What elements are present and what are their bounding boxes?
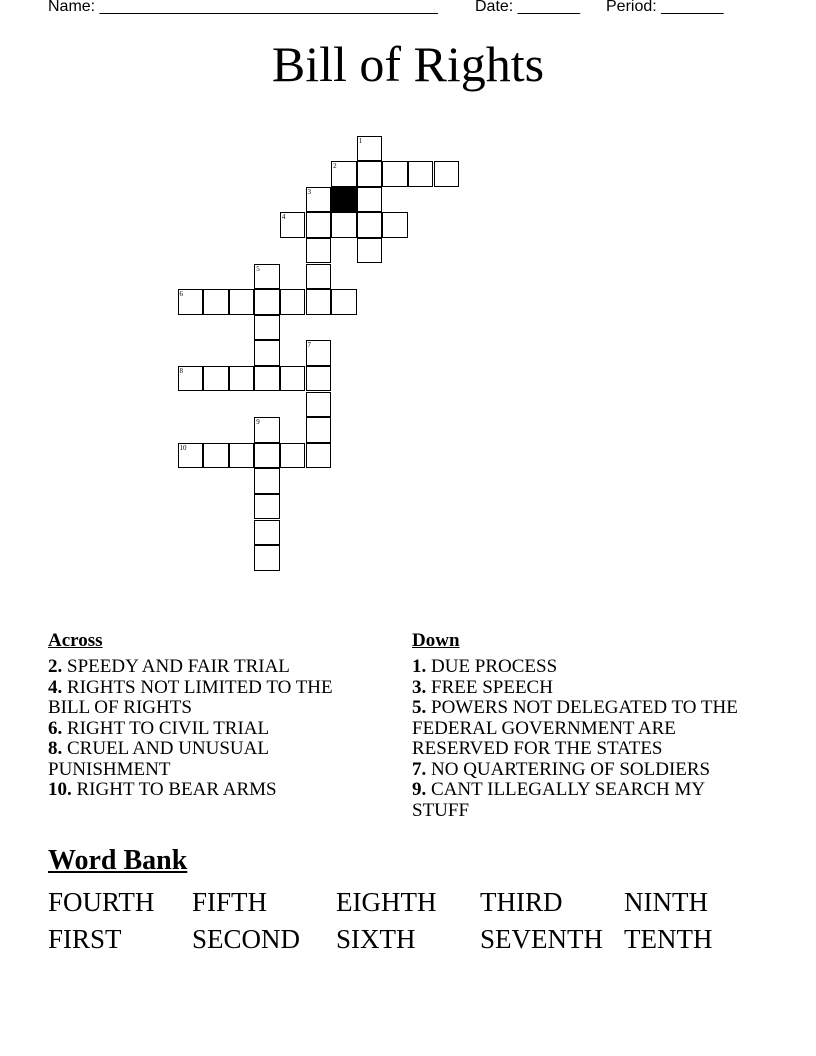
clue-number-label: 8. xyxy=(48,738,63,759)
crossword-cell[interactable] xyxy=(254,545,280,571)
clue-text: CANT ILLEGALLY SEARCH MY STUFF xyxy=(412,779,705,821)
date-blank[interactable]: _______ xyxy=(517,0,580,15)
clue-number-label: 3. xyxy=(412,676,427,698)
word-bank-item: FOURTH xyxy=(48,887,155,917)
date-label: Date: xyxy=(475,0,514,15)
clue-number: 9 xyxy=(256,418,260,427)
clue-text: POWERS NOT DELEGATED TO THE FEDERAL GOVERNMENT ARE RESERVED FOR THE STATES xyxy=(412,697,738,759)
crossword-cell[interactable] xyxy=(254,520,280,546)
crossword-cell[interactable] xyxy=(229,289,255,315)
name-label: Name: xyxy=(48,0,96,15)
crossword-cell[interactable] xyxy=(280,289,306,315)
crossword-cell[interactable] xyxy=(280,443,306,469)
crossword-cell[interactable] xyxy=(254,417,280,443)
crossword-cell[interactable] xyxy=(203,289,229,315)
word-bank-item: FIFTH xyxy=(192,887,268,917)
crossword-cell[interactable] xyxy=(306,289,332,315)
word-bank-item: TENTH xyxy=(624,924,713,954)
crossword-block xyxy=(331,187,357,213)
crossword-cell[interactable] xyxy=(254,468,280,494)
crossword-cell[interactable] xyxy=(357,187,383,213)
word-bank-item: SEVENTH xyxy=(480,924,603,954)
down-heading: Down xyxy=(412,630,460,651)
down-clues xyxy=(412,657,762,821)
clue-text: RIGHTS NOT LIMITED TO THE BILL OF RIGHTS xyxy=(48,676,333,718)
clue-number-label: 10. xyxy=(48,779,72,800)
period-blank[interactable]: _______ xyxy=(661,0,724,15)
clue-text: NO QUARTERING OF SOLDIERS xyxy=(426,758,711,780)
clue-number-label: 6. xyxy=(48,717,63,739)
crossword-cell[interactable] xyxy=(254,315,280,341)
crossword-cell[interactable] xyxy=(178,443,204,469)
crossword-cell[interactable] xyxy=(382,161,408,187)
word-bank-item: FIRST xyxy=(48,924,122,954)
word-bank-item: THIRD xyxy=(480,887,563,917)
crossword-cell[interactable] xyxy=(306,340,332,366)
clue-number-label: 1. xyxy=(412,656,427,677)
name-blank[interactable]: ______________________________________ xyxy=(99,0,438,15)
clue-text: RIGHT TO CIVIL TRIAL xyxy=(62,717,270,739)
crossword-cell[interactable] xyxy=(280,366,306,392)
crossword-cell[interactable] xyxy=(306,366,332,392)
clue-number-label: 4. xyxy=(48,676,63,698)
down-clue xyxy=(412,698,762,760)
crossword-cell[interactable] xyxy=(382,212,408,238)
crossword-cell[interactable] xyxy=(434,161,460,187)
clue-text: RIGHT TO BEAR ARMS xyxy=(71,779,277,800)
crossword-cell[interactable] xyxy=(254,443,280,469)
down-clue xyxy=(412,780,762,821)
word-bank-item: EIGHTH xyxy=(336,887,437,917)
across-heading: Across xyxy=(48,630,103,651)
clue-number: 4 xyxy=(281,213,286,222)
crossword-cell[interactable] xyxy=(280,212,306,238)
crossword-cell[interactable] xyxy=(331,289,357,315)
crossword-cell[interactable] xyxy=(357,161,383,187)
crossword-cell[interactable] xyxy=(357,136,383,162)
clue-number: 7 xyxy=(307,341,311,350)
clue-text: CRUEL AND UNUSUAL PUNISHMENT xyxy=(48,738,269,780)
crossword-cell[interactable] xyxy=(306,443,332,469)
crossword-cell[interactable] xyxy=(229,366,255,392)
crossword-cell[interactable] xyxy=(254,366,280,392)
clue-text: FREE SPEECH xyxy=(426,676,553,698)
word-bank-item: SIXTH xyxy=(336,924,416,954)
down-clue xyxy=(412,657,762,678)
clue-number: 2 xyxy=(333,162,337,171)
crossword-cell[interactable] xyxy=(254,494,280,520)
down-clue xyxy=(412,760,762,781)
crossword-cell[interactable] xyxy=(306,264,332,290)
crossword-cell[interactable] xyxy=(203,366,229,392)
crossword-cell[interactable] xyxy=(408,161,434,187)
crossword-cell[interactable] xyxy=(357,238,383,264)
crossword-cell[interactable] xyxy=(254,289,280,315)
clue-number-label: 7. xyxy=(412,758,427,780)
crossword-cell[interactable] xyxy=(203,443,229,469)
crossword-cell[interactable] xyxy=(306,417,332,443)
word-bank-item: SECOND xyxy=(192,924,301,954)
across-clue xyxy=(48,678,378,719)
crossword-cell[interactable] xyxy=(178,289,204,315)
clue-number: 1 xyxy=(358,136,363,145)
crossword-cell[interactable] xyxy=(178,366,204,392)
period-label: Period: xyxy=(606,0,657,15)
crossword-cell[interactable] xyxy=(331,212,357,238)
crossword-cell[interactable] xyxy=(357,212,383,238)
clue-number: 8 xyxy=(179,366,183,375)
crossword-cell[interactable] xyxy=(306,187,332,213)
word-bank-title: Word Bank xyxy=(48,845,188,876)
crossword-cell[interactable] xyxy=(331,161,357,187)
page-title: Bill of Rights xyxy=(271,36,545,92)
word-bank-item: NINTH xyxy=(624,887,708,917)
across-clue xyxy=(48,739,378,780)
clue-number-label: 9. xyxy=(412,779,427,800)
crossword-cell[interactable] xyxy=(306,238,332,264)
clue-number: 10 xyxy=(179,443,187,452)
down-clue xyxy=(412,678,762,699)
clue-number-label: 5. xyxy=(412,697,427,718)
across-clues xyxy=(48,657,378,801)
crossword-cell[interactable] xyxy=(254,264,280,290)
across-clue xyxy=(48,780,378,801)
crossword-cell[interactable] xyxy=(306,212,332,238)
crossword-cell[interactable] xyxy=(254,340,280,366)
clue-text: DUE PROCESS xyxy=(426,656,558,677)
clue-number: 6 xyxy=(179,290,183,299)
clue-number: 3 xyxy=(307,187,311,196)
clue-number-label: 2. xyxy=(48,656,63,677)
across-clue xyxy=(48,719,378,740)
across-clue xyxy=(48,657,378,678)
crossword-cell[interactable] xyxy=(229,443,255,469)
clue-text: SPEEDY AND FAIR TRIAL xyxy=(62,656,290,677)
word-bank xyxy=(48,884,768,958)
crossword-cell[interactable] xyxy=(306,392,332,418)
clue-number: 5 xyxy=(256,264,260,273)
